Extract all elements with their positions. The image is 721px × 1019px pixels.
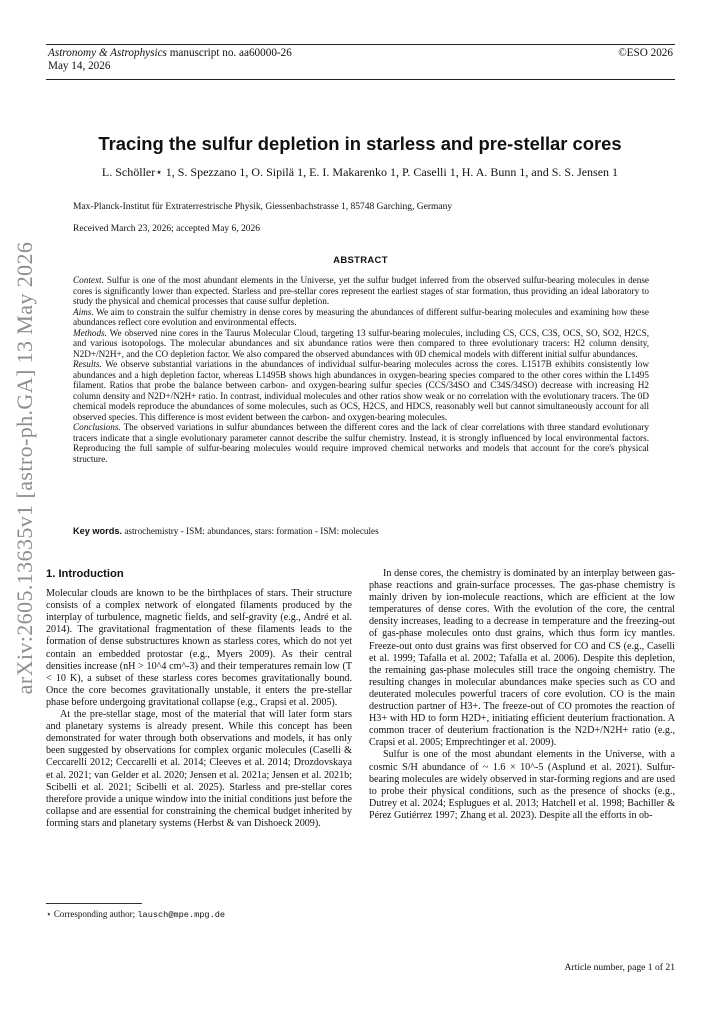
- author-email[interactable]: lausch@mpe.mpg.de: [137, 910, 226, 920]
- footnote-mark: ⋆: [46, 909, 52, 919]
- footnote: [46, 909, 225, 920]
- results-label: Results.: [73, 359, 102, 369]
- journal-name: Astronomy & Astrophysics: [48, 47, 167, 59]
- affiliation: Max-Planck-Institut für Extraterrestrische Physik, Giessenbachstrasse 1, 85748 Garching, Germany: [73, 202, 453, 212]
- header-left: [48, 47, 292, 73]
- abstract-methods: [73, 328, 649, 360]
- aims-text: We aim to constrain the sulfur chemistry in dense cores by measuring the abundances of different sulfur-bearing molecules and examining how these abundances reflect core evolution and environmental effects.: [73, 306, 649, 327]
- methods-label: Methods.: [73, 327, 107, 338]
- abstract-aims: [73, 307, 649, 328]
- keywords-label: Key words.: [73, 526, 123, 536]
- abstract-conclusions: [73, 422, 649, 464]
- arxiv-stamp-text: arXiv:2605.13635v1 [astro-ph.GA] 13 May 2026: [12, 241, 37, 695]
- methods-text: We observed nine cores in the Taurus Molecular Cloud, targeting 13 sulfur-bearing molecules, including CS, CCS, C3S, OCS, SO, SO2, H2CS, and various isotopologs. The molecular abundances and six abundance ratios were then compared to three evolutionary tracers: H2 column density, N2D+/N2H+, and the CO depletion factor. We also compared the observed abundances with 0D chemical models with different initial sulfur abundances.: [73, 327, 649, 359]
- column-right: [369, 568, 675, 822]
- manuscript-id: manuscript no. aa60000-26: [169, 47, 292, 59]
- copyright: ©ESO 2026: [618, 47, 673, 59]
- running-header: [46, 44, 675, 80]
- column-left: [46, 568, 352, 830]
- context-label: Context.: [73, 275, 104, 285]
- intro-paragraph-4: Sulfur is one of the most abundant elements in the Universe, with a cosmic S/H abundance of ~ 1.6 × 10^-5 (Asplund et al. 2021). Sulfur-bearing molecules are widely observed in star-forming regions and are used to probe their physical conditions, such as the presence of shocks (e.g., Dutrey et al. 2024; Esplugues et al. 2013; Hatchell et al. 1998; Bachiller & Pérez Gutiérrez 1997; Zhang et al. 2023). Despite all the efforts in ob-: [369, 749, 675, 821]
- context-text: Sulfur is one of the most abundant elements in the Universe, yet the sulfur budget inferred from the observed sulfur-bearing molecules in dense cores is significantly lower than expected. Starless and pre-stellar cores represent the earliest stages of star formation, thus providing an ideal laboratory to study the physical and chemical processes that cause sulfur depletion.: [73, 275, 650, 306]
- author-list: L. Schöller⋆ 1, S. Spezzano 1, O. Sipilä 1, E. I. Makarenko 1, P. Caselli 1, H. A. Bunn 1, and S. S. Jensen 1: [101, 165, 619, 179]
- abstract-heading: ABSTRACT: [333, 255, 388, 266]
- abstract-context: [73, 275, 649, 307]
- intro-paragraph-3: In dense cores, the chemistry is dominated by an interplay between gas-phase reactions and grain-surface processes. The gas-phase chemistry is mainly driven by ion-molecule reactions, which are efficient at the low temperatures of dense cores. With the evolution of the core, the central density increases, leading to a decrease in temperature and the freezing-out of gas-phase molecules onto dust grains, which thus form icy mantles. Freeze-out onto dust grains was first observed for CO and CS (e.g., Caselli et al. 1999; Tafalla et al. 2002; Tafalla et al. 2006). Despite this depletion, the remaining gas-phase molecules still trace the ongoing chemistry. The resulting changes in molecular abundances make species such as CO and deuterated molecules powerful tracers of core evolution. CO is the main destruction partner of H3+. The freeze-out of CO promotes the reaction of H3+ with HD to form H2D+, initiating efficient deuterium fractionation. A common tracer of deuterium fractionation is the N2D+/N2H+ ratio (e.g., Crapsi et al. 2005; Emprechtinger et al. 2009).: [369, 568, 675, 749]
- aims-label: Aims.: [73, 306, 94, 317]
- abstract: [73, 275, 649, 464]
- abstract-results: [73, 359, 649, 422]
- footnote-rule: [46, 903, 142, 904]
- footnote-text: Corresponding author;: [53, 909, 136, 919]
- page-number: Article number, page 1 of 21: [564, 962, 675, 973]
- keywords: [73, 526, 649, 536]
- intro-paragraph-1: Molecular clouds are known to be the birthplaces of stars. Their structure consists of a complex network of elongated filaments produced by the interplay of turbulence, magnetic fields, and self-gravity (e.g., André et al. 2014). The gravitational fragmentation of these filaments leads to the formation of dense substructures known as starless cores, which do not yet contain an embedded protostar (e.g., Myers 2009). As their central densities increase (nH > 10^4 cm^-3) and their temperatures remain low (T < 10 K), a subset of these starless cores becomes gravitationally bound. Once the core becomes gravitationally unstable, it enters the pre-stellar phase before undergoing gravitational collapse (e.g., Crapsi et al. 2005).: [46, 588, 352, 708]
- conclusions-text: The observed variations in sulfur abundances between the different cores and the lack of clear correlations with three standard evolutionary tracers indicate that a single evolutionary parameter cannot describe the sulfur chemistry. Instead, it is strongly influenced by local environmental factors. Reproducing the full sample of sulfur-bearing molecules would require improved chemical networks and models that account for the core's physical structure.: [73, 422, 649, 464]
- paper-title: Tracing the sulfur depletion in starless and pre-stellar cores: [98, 133, 622, 154]
- arxiv-stamp: [6, 241, 44, 695]
- results-text: We observe substantial variations in the abundances of individual sulfur-bearing molecules across the cores. L1517B exhibits consistently low abundances and a high depletion factor, whereas L1495B shows high abundances in oxygen-bearing species compared to the other cores within the L1495 filament. Ratios that probe the balance between carbon- and oxygen-bearing sulfur species (CCS/34SO and C34S/34SO) decrease with increasing H2 column density and N2D+/N2H+ ratio. In contrast, individual molecules and other ratios show weak or no correlation with the evolutionary tracers. The 0D chemical models reproduce the abundances of some molecules, such as OCS, H2CS, and HDCS, reasonably well but cannot simultaneously account for all observed species. This difference is most evident between the carbon- and oxygen-bearing molecules.: [73, 359, 649, 422]
- manuscript-date: May 14, 2026: [48, 60, 111, 72]
- conclusions-label: Conclusions.: [73, 422, 121, 432]
- keywords-text: astrochemistry - ISM: abundances, stars: formation - ISM: molecules: [124, 526, 379, 536]
- section-heading-introduction: 1. Introduction: [46, 568, 124, 580]
- intro-paragraph-2: At the pre-stellar stage, most of the material that will later form stars and planetary systems is already present. While this concept has been demonstrated for water through both observations and models, it has only been suggested by observations for complex organic molecules (Caselli & Ceccarelli 2012; Ceccarelli et al. 2014; Cleeves et al. 2014; Drozdovskaya et al. 2021; van Gelder et al. 2020; Jensen et al. 2021a; Jensen et al. 2021b; Scibelli et al. 2021; Scibelli et al. 2025). Starless and pre-stellar cores therefore provide a unique window into the initial conditions just before the collapse and are essential for constraining the chemical budget inherited by forming stars and planetary systems (Herbst & van Dishoeck 2009).: [46, 709, 352, 829]
- received-dates: Received March 23, 2026; accepted May 6, 2026: [73, 224, 261, 234]
